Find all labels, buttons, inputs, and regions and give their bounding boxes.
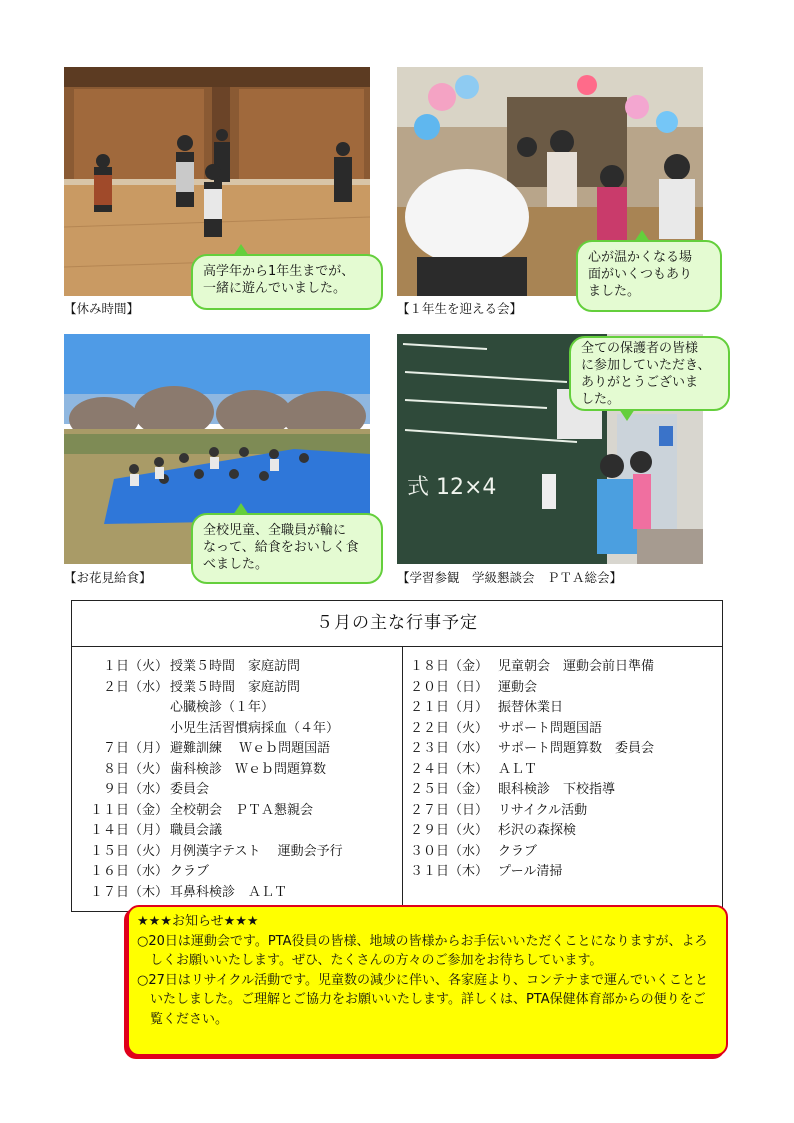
bubble-line: 面がいくつもあり bbox=[588, 267, 693, 282]
bubble-line: 一緒に遊んでいました。 bbox=[203, 281, 347, 296]
schedule-row bbox=[410, 698, 654, 719]
schedule-event: 授業５時間 家庭訪問 bbox=[170, 659, 301, 674]
schedule-date: ３０日（水） bbox=[410, 843, 489, 859]
bubble-line: 全校児童、全職員が輪に bbox=[203, 523, 347, 538]
notice-item: ○20日は運動会です。PTA役員の皆様、地域の皆様からお手伝いいただくことになりますが、よろしくお願いいたします。ぜひ、たくさんの方々のご参加をお待ちしています。 bbox=[137, 933, 708, 968]
schedule-row bbox=[410, 821, 654, 842]
schedule-date: ７日（月） bbox=[102, 741, 168, 756]
speech-bubble-welcome bbox=[576, 240, 722, 312]
schedule-row bbox=[82, 739, 343, 760]
speech-bubble-picnic bbox=[191, 513, 383, 584]
schedule-event: クラブ bbox=[498, 843, 538, 859]
schedule-date: ２７日（日） bbox=[410, 802, 489, 818]
schedule-date: １４日（月） bbox=[89, 823, 168, 838]
schedule-event: ＡＬＴ bbox=[498, 761, 538, 777]
schedule-event: 児童朝会 運動会前日準備 bbox=[498, 659, 655, 674]
schedule-date: １５日（火） bbox=[89, 843, 168, 859]
column-divider bbox=[402, 647, 403, 911]
schedule-row bbox=[410, 739, 654, 760]
schedule-date: ２４日（木） bbox=[410, 761, 489, 777]
schedule-event: リサイクル活動 bbox=[498, 802, 588, 818]
schedule-event: 歯科検診 Ｗｅｂ問題算数 bbox=[170, 761, 327, 777]
schedule-date: ９日（水） bbox=[102, 782, 168, 797]
schedule-event: サポート問題国語 bbox=[498, 720, 603, 736]
schedule-row bbox=[82, 760, 343, 781]
schedule-event: 耳鼻科検診 ＡＬＴ bbox=[170, 884, 288, 900]
blackboard-equation: 式 12×4 bbox=[407, 475, 497, 500]
event-schedule-table bbox=[71, 600, 723, 912]
schedule-event: 職員会議 bbox=[170, 823, 223, 838]
notice-box bbox=[127, 905, 728, 1056]
schedule-row bbox=[410, 862, 654, 883]
bubble-line: ました。 bbox=[588, 284, 641, 299]
schedule-columns bbox=[72, 647, 722, 911]
caption-recess: 【休み時間】 bbox=[64, 301, 140, 316]
schedule-date: ８日（火） bbox=[102, 761, 168, 777]
speech-bubble-class-observation bbox=[569, 336, 730, 411]
bubble-tail bbox=[233, 244, 249, 256]
caption-welcome: 【１年生を迎える会】 bbox=[397, 301, 523, 316]
schedule-row bbox=[82, 678, 343, 699]
bubble-line: ありがとうございま bbox=[581, 375, 699, 390]
schedule-row bbox=[410, 842, 654, 863]
schedule-row bbox=[82, 801, 343, 822]
bubble-line: なって、給食をおいしく食 bbox=[203, 540, 359, 555]
bubble-line: に参加していただき、 bbox=[581, 358, 711, 373]
schedule-event: 委員会 bbox=[170, 782, 210, 797]
schedule-date: １６日（水） bbox=[89, 864, 168, 879]
schedule-date: ２１日（月） bbox=[410, 700, 489, 715]
bubble-line: した。 bbox=[581, 392, 621, 407]
schedule-date: １１日（金） bbox=[89, 802, 168, 818]
schedule-event: 全校朝会 ＰＴＡ懇親会 bbox=[170, 802, 314, 818]
schedule-event: 振替休業日 bbox=[498, 700, 564, 715]
schedule-date: １日（火） bbox=[102, 659, 168, 674]
schedule-row bbox=[82, 842, 343, 863]
schedule-title: ５月の主な行事予定 bbox=[72, 601, 722, 647]
schedule-row bbox=[410, 760, 654, 781]
schedule-row bbox=[82, 657, 343, 678]
schedule-event: 月例漢字テスト 運動会予行 bbox=[170, 843, 343, 859]
schedule-event: 避難訓練 Ｗｅｂ問題国語 bbox=[170, 741, 331, 756]
schedule-row bbox=[410, 780, 654, 801]
schedule-left-column bbox=[82, 657, 343, 903]
schedule-event: 眼科検診 下校指導 bbox=[498, 782, 616, 797]
schedule-row bbox=[82, 883, 343, 904]
schedule-row bbox=[82, 821, 343, 842]
schedule-right-column bbox=[410, 657, 654, 883]
schedule-date: ３１日（木） bbox=[410, 864, 489, 879]
schedule-row bbox=[410, 657, 654, 678]
bubble-line: 高学年から1年生までが、 bbox=[203, 264, 355, 279]
schedule-date: ２日（水） bbox=[102, 679, 168, 695]
schedule-event: 授業５時間 家庭訪問 bbox=[170, 679, 301, 695]
schedule-row bbox=[82, 719, 343, 740]
schedule-date: １８日（金） bbox=[410, 659, 489, 674]
schedule-date: １７日（木） bbox=[89, 884, 168, 900]
schedule-date: ２５日（金） bbox=[410, 782, 489, 797]
schedule-event: 杉沢の森探検 bbox=[498, 823, 577, 838]
schedule-date: ２０日（日） bbox=[410, 679, 489, 695]
schedule-row bbox=[410, 719, 654, 740]
bubble-line: 心が温かくなる場 bbox=[588, 250, 693, 265]
schedule-date: ２９日（火） bbox=[410, 823, 489, 838]
notice-title: ★★★お知らせ★★★ bbox=[137, 914, 259, 929]
bubble-tail bbox=[619, 409, 635, 421]
speech-bubble-recess bbox=[191, 254, 383, 310]
caption-picnic: 【お花見給食】 bbox=[64, 570, 152, 585]
schedule-row bbox=[82, 698, 343, 719]
schedule-event: クラブ bbox=[170, 864, 210, 879]
schedule-date: ２３日（水） bbox=[410, 741, 489, 756]
schedule-row bbox=[82, 862, 343, 883]
schedule-event: 運動会 bbox=[498, 679, 538, 695]
schedule-event: 心臓検診（１年） bbox=[170, 700, 275, 715]
notice-item: ○27日はリサイクル活動です。児童数の減少に伴い、各家庭より、コンテナまで運んでいくことといたしました。ご理解とご協力をお願いいたします。詳しくは、PTA保健体育部からの便りをご覧ください。 bbox=[137, 972, 709, 1027]
schedule-row bbox=[410, 801, 654, 822]
bubble-tail bbox=[634, 230, 650, 242]
schedule-event: 小児生活習慣病採血（４年） bbox=[170, 720, 340, 736]
schedule-date: ２２日（火） bbox=[410, 720, 489, 736]
schedule-event: サポート問題算数 委員会 bbox=[498, 741, 655, 756]
schedule-row bbox=[410, 678, 654, 699]
bubble-line: べました。 bbox=[203, 557, 269, 572]
bubble-line: 全ての保護者の皆様 bbox=[581, 341, 699, 356]
schedule-row bbox=[82, 780, 343, 801]
schedule-event: プール清掃 bbox=[498, 864, 563, 879]
bubble-tail bbox=[233, 503, 249, 515]
caption-class-observation: 【学習参観 学級懇談会 ＰＴＡ総会】 bbox=[397, 570, 623, 585]
